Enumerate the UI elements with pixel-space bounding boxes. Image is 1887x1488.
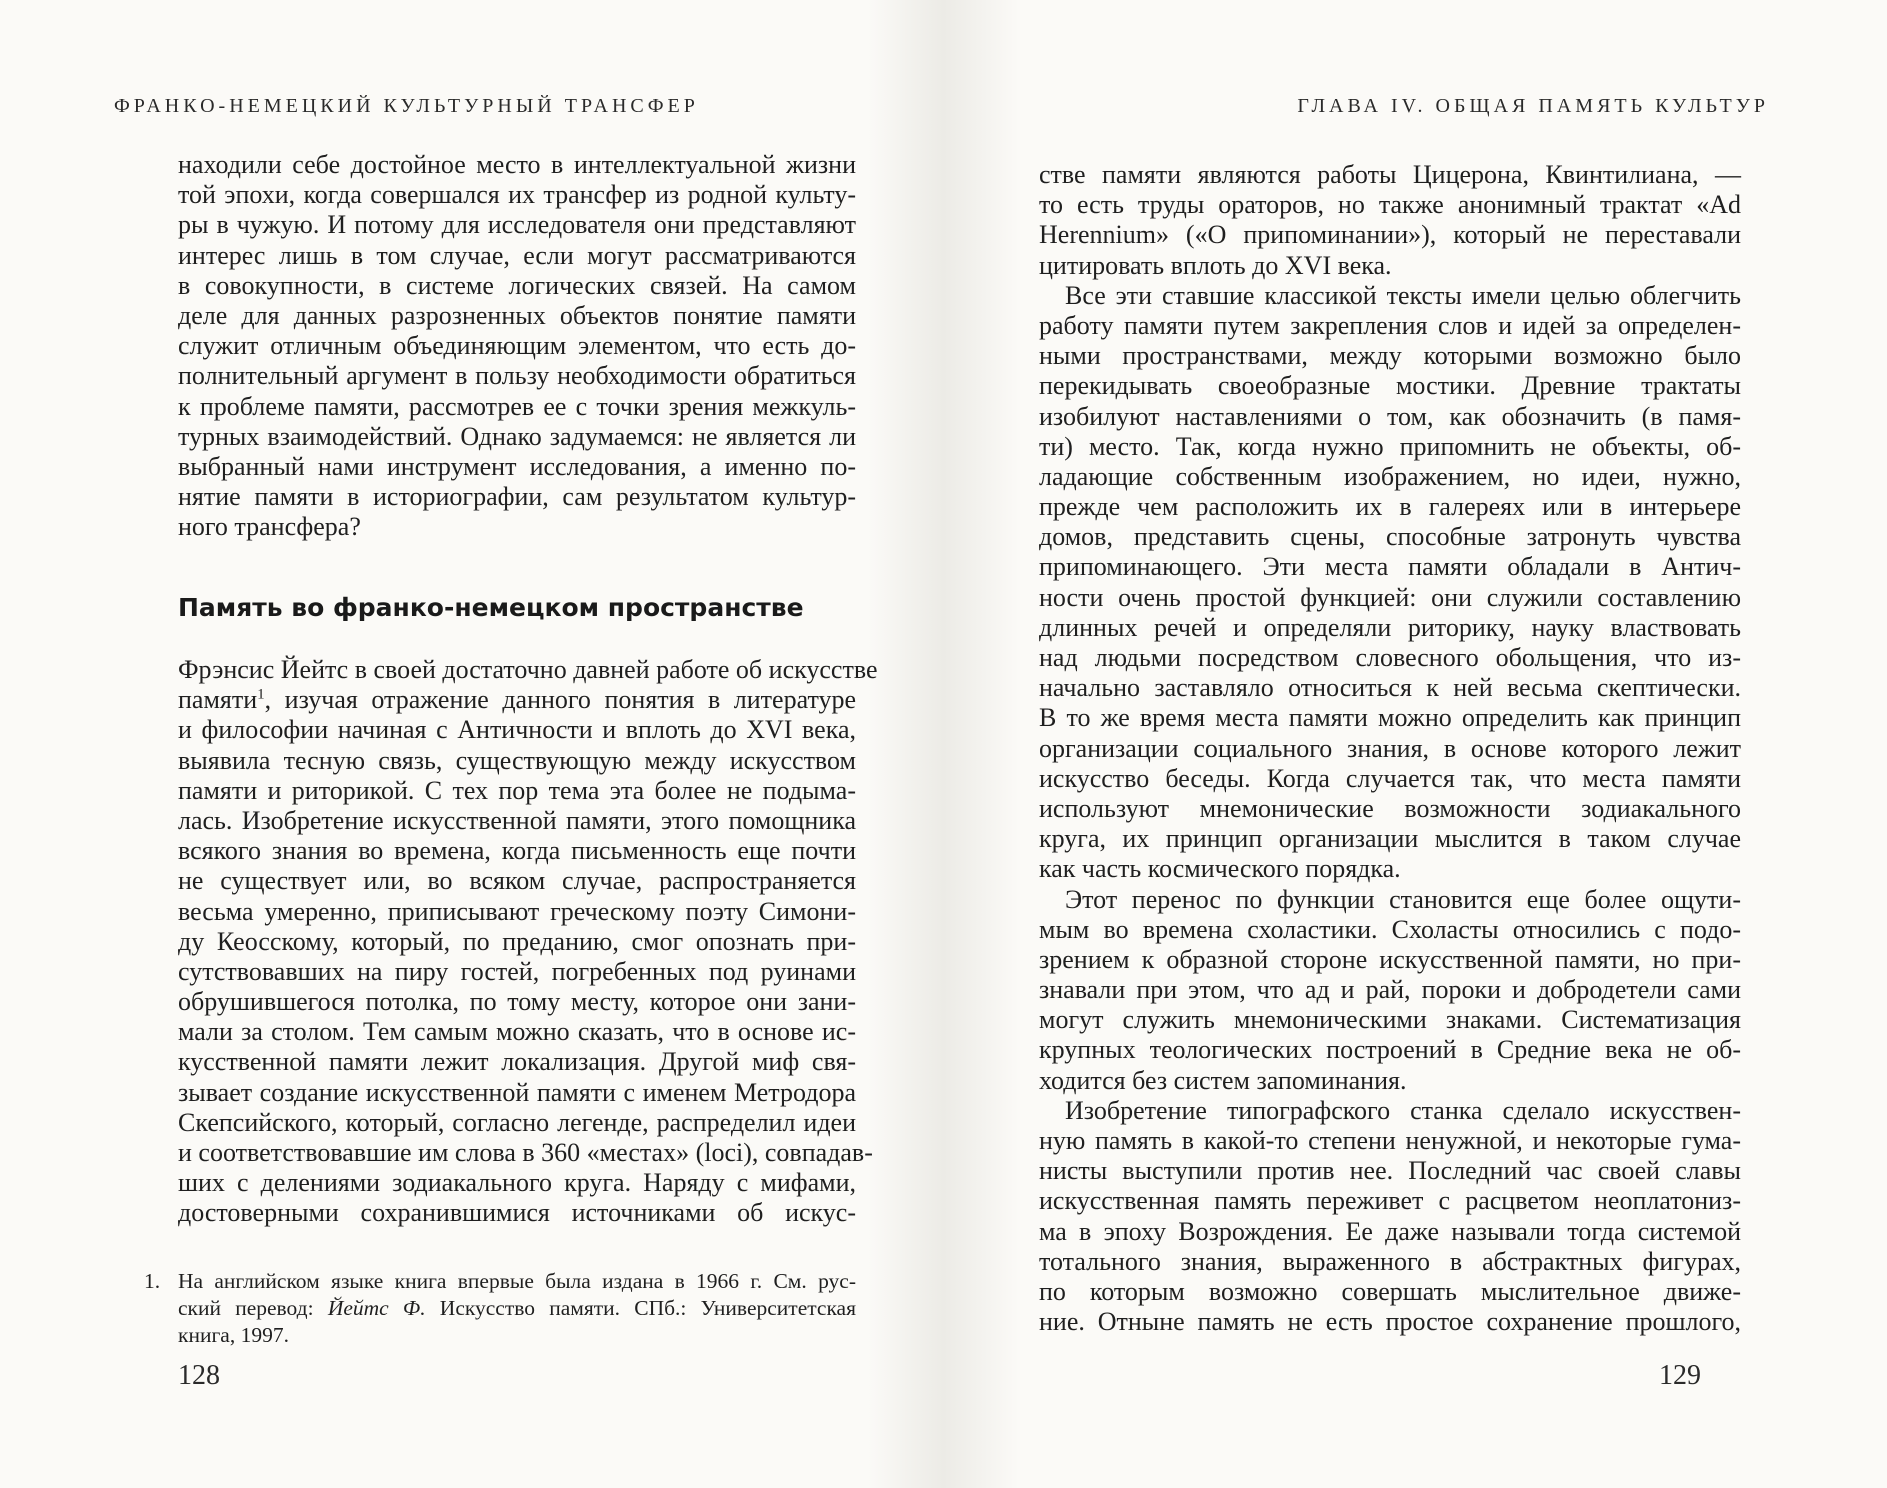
- text-line: ры в чужую. И потому для исследователя они представляют: [178, 210, 856, 240]
- text-line: над людьми посредством словесного обольщения, что из-: [1039, 643, 1741, 672]
- text-line: Herennium» («О припоминании»), который не переставали: [1039, 220, 1741, 250]
- footnote-line: [178, 1295, 856, 1322]
- text-line: нятие памяти в историографии, сам результатом культур-: [178, 482, 856, 512]
- text-line: ти) место. Так, когда нужно припомнить не объекты, об-: [1039, 431, 1741, 461]
- text-line: ладающие собственным изображением, но идеи, нужно,: [1039, 461, 1741, 491]
- text-line: ших с делениями зодиакального круга. Наряду с мифами,: [178, 1168, 856, 1198]
- text-line: ного трансфера?: [178, 512, 361, 542]
- right-page: [943, 0, 1887, 1488]
- text-line: ма в эпоху Возрождения. Ее даже называли тогда системой: [1039, 1216, 1741, 1246]
- text-line: и соответствовавшие им слова в 360 «местах» (loci), совпадав-: [178, 1138, 873, 1167]
- text-line: памяти и риторикой. С тех пор тема эта более не подыма-: [178, 775, 856, 805]
- text-fragment: Искусство памяти. СПб.: Университетская: [425, 1296, 856, 1320]
- text-line: к проблеме памяти, рассмотрев ее с точки зрения межкуль-: [178, 391, 856, 421]
- left-section-paragraph: [178, 655, 878, 1229]
- text-line: работу памяти путем закрепления слов и идей за определен-: [1039, 310, 1741, 340]
- text-line: как часть космического порядка.: [1039, 854, 1401, 884]
- text-line: интерес лишь в том случае, если могут рассматриваются: [178, 240, 856, 270]
- text-line: лась. Изобретение искусственной памяти, этого помощника: [178, 805, 856, 835]
- footnote-line: книга, 1997.: [178, 1323, 289, 1347]
- right-running-head: ГЛАВА IV. ОБЩАЯ ПАМЯТЬ КУЛЬТУР: [1297, 95, 1769, 117]
- text-line: выбранный нами инструмент исследования, а именно по-: [178, 451, 856, 481]
- text-line: ными пространствами, между которыми возможно было: [1039, 341, 1741, 371]
- text-line: длинных речей и определяли риторику, науку властвовать: [1039, 612, 1741, 642]
- text-line: по которым возможно совершать мыслительное движе-: [1039, 1276, 1741, 1306]
- text-line: деле для данных разрозненных объектов понятие памяти: [178, 300, 856, 330]
- text-line: Этот перенос по функции становится еще более ощути-: [1065, 884, 1741, 914]
- footnote-author: Йейтс Ф.: [327, 1296, 426, 1320]
- text-line: Фрэнсис Йейтс в своей достаточно давней работе об искусстве: [178, 655, 878, 684]
- text-line: не существует или, во всяком случае, распространяется: [178, 866, 856, 896]
- text-line: организации социального знания, в основе которого лежит: [1039, 733, 1741, 763]
- text-line: ходится без систем запоминания.: [1039, 1065, 1407, 1095]
- text-line: используют мнемонические возможности зодиакального: [1039, 793, 1741, 823]
- text-line: перекидывать своеобразные мостики. Древние трактаты: [1039, 371, 1741, 401]
- text-line: нисты выступили против нее. Последний час своей славы: [1039, 1156, 1741, 1186]
- text-line: стве памяти являются работы Цицерона, Квинтилиана, —: [1039, 160, 1741, 189]
- text-line: Все эти ставшие классикой тексты имели целью облегчить: [1065, 280, 1741, 310]
- text-line: ную память в какой-то степени ненужной, и некоторые гума-: [1039, 1126, 1741, 1155]
- text-line: цитировать вплоть до XVI века.: [1039, 250, 1392, 280]
- text-line: находили себе достойное место в интеллектуальной жизни: [178, 150, 856, 179]
- text-line: зывает создание искусственной памяти с именем Метродора: [178, 1077, 856, 1107]
- text-line: могут служить мнемоническими знаками. Систематизация: [1039, 1005, 1741, 1035]
- text-line: той эпохи, когда совершался их трансфер из родной культу-: [178, 180, 856, 210]
- text-line: обрушившегося потолка, по тому месту, которое они зани-: [178, 987, 856, 1017]
- footnote-marker[interactable]: 1: [257, 686, 265, 703]
- text-line: Скепсийского, который, согласно легенде, распределил идеи: [178, 1107, 856, 1137]
- text-line: искусственная память переживет с расцветом неоплатониз-: [1039, 1186, 1741, 1216]
- text-line: кусственной памяти лежит локализация. Другой миф свя-: [178, 1047, 856, 1077]
- text-line: мали за столом. Тем самым можно сказать, что в основе ис-: [178, 1017, 856, 1047]
- left-top-paragraph: [178, 150, 856, 542]
- footnote-number: 1.: [144, 1269, 161, 1293]
- text-line: припоминающего. Эти места памяти обладали в Антич-: [1039, 552, 1741, 582]
- left-page: [0, 0, 943, 1488]
- text-line: круга, их принцип организации мыслится в таком случае: [1039, 824, 1741, 854]
- text-line: изобилуют наставлениями о том, как обозначить (в памя-: [1039, 401, 1741, 431]
- text-line: зрением к образной стороне искусственной памяти, но при-: [1039, 944, 1741, 974]
- text-line: начально заставляло относиться к ней весьма скептически.: [1039, 673, 1741, 703]
- text-line: в совокупности, в системе логических связей. На самом: [178, 270, 856, 300]
- text-line: Изобретение типографского станка сделало искусствен-: [1065, 1095, 1741, 1125]
- text-line: прежде чем расположить их в галереях или в интерьере: [1039, 492, 1741, 522]
- text-line: [178, 685, 856, 715]
- text-line: знавали при этом, что ад и рай, пороки и добродетели сами: [1039, 975, 1741, 1005]
- section-heading: Память во франко-немецком пространстве: [178, 593, 804, 622]
- right-text-block: [1039, 160, 1741, 1337]
- text-line: ние. Отныне память не есть простое сохранение прошлого,: [1039, 1307, 1741, 1337]
- text-fragment: памяти: [178, 685, 258, 715]
- text-line: выявила тесную связь, существующую между искусством: [178, 745, 856, 775]
- text-line: всякого знания во времена, когда письменность еще почти: [178, 836, 856, 866]
- text-line: мым во времена схоластики. Схоласты относились с подо-: [1039, 914, 1741, 944]
- footnote: [144, 1268, 856, 1349]
- text-line: В то же время места памяти можно определить как принцип: [1039, 703, 1741, 733]
- footnote-line: На английском языке книга впервые была издана в 1966 г. См. рус-: [178, 1269, 856, 1293]
- text-line: служит отличным объединяющим элементом, что есть до-: [178, 331, 856, 361]
- left-running-head: ФРАНКО-НЕМЕЦКИЙ КУЛЬТУРНЫЙ ТРАНСФЕР: [114, 95, 699, 117]
- footnote-body: [178, 1268, 856, 1349]
- text-fragment: , изучая отражение данного понятия в литературе: [264, 685, 856, 715]
- text-line: тотального знания, выраженного в абстрактных фигурах,: [1039, 1246, 1741, 1276]
- text-line: турных взаимодействий. Однако задумаемся: не является ли: [178, 421, 856, 451]
- text-line: ности очень простой функцией: они служили составлению: [1039, 582, 1741, 612]
- right-page-number: 129: [1659, 1360, 1701, 1391]
- text-line: то есть труды ораторов, но также анонимный трактат «Ad: [1039, 190, 1741, 220]
- text-line: весьма умеренно, приписывают греческому поэту Симони-: [178, 896, 856, 926]
- text-line: достоверными сохранившимися источниками об искус-: [178, 1198, 856, 1228]
- text-line: сутствовавших на пиру гостей, погребенных под руинами: [178, 956, 856, 986]
- text-line: ду Кеосскому, который, по преданию, смог опознать при-: [178, 926, 856, 956]
- text-line: и философии начиная с Античности и вплоть до XVI века,: [178, 715, 856, 745]
- text-fragment: ский перевод:: [178, 1296, 328, 1320]
- text-line: домов, представить сцены, способные затронуть чувства: [1039, 522, 1741, 552]
- left-page-number: 128: [178, 1360, 220, 1391]
- text-line: искусство беседы. Когда случается так, что места памяти: [1039, 763, 1741, 793]
- text-line: крупных теологических построений в Средние века не об-: [1039, 1035, 1741, 1065]
- text-line: полнительный аргумент в пользу необходимости обратиться: [178, 361, 856, 391]
